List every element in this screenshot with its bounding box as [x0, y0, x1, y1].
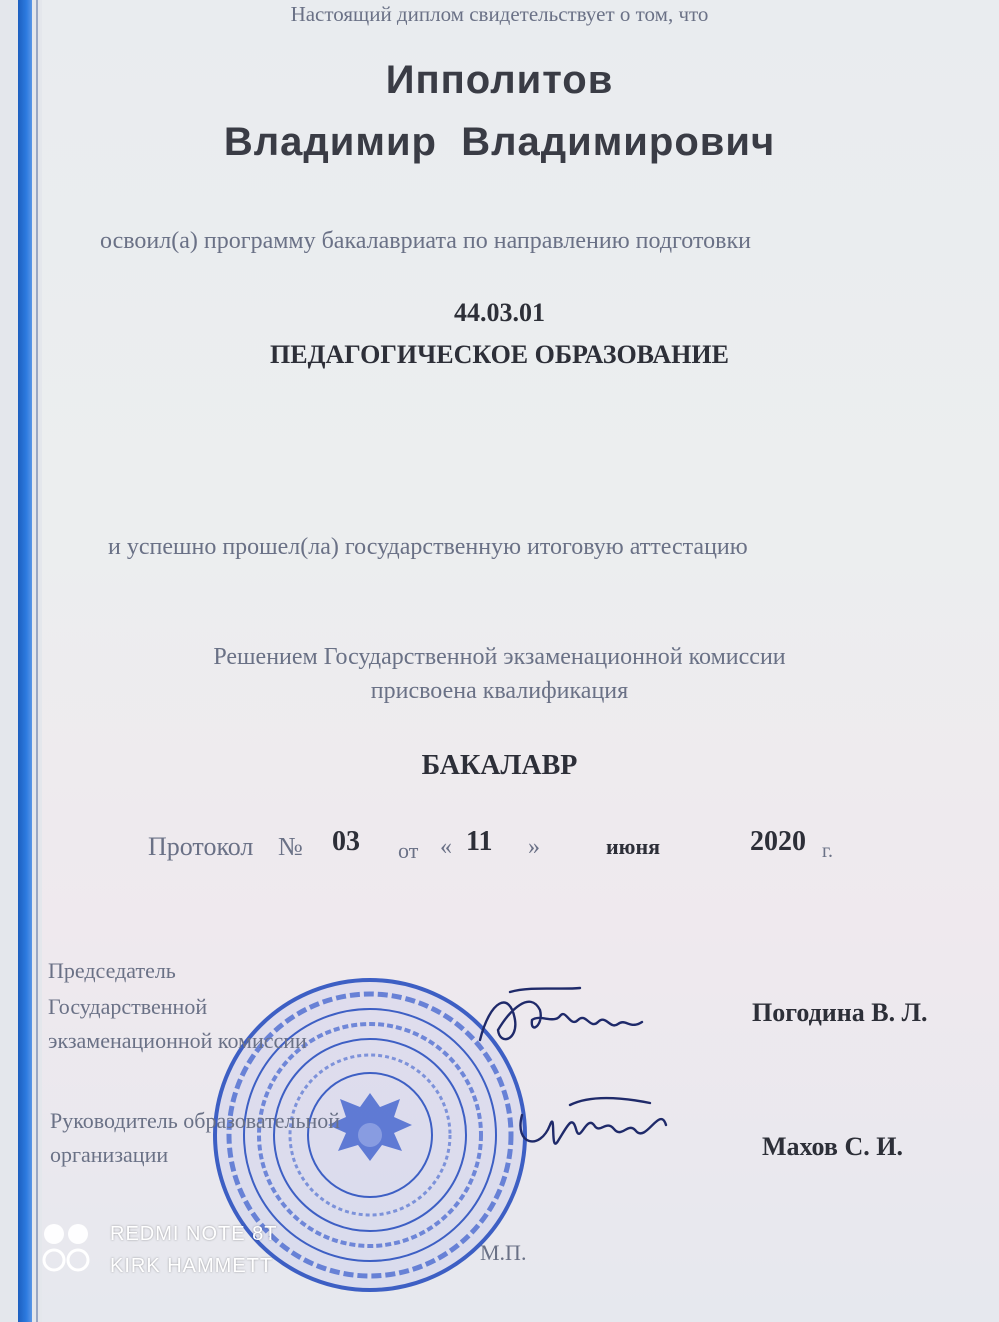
head-title-line-1: Руководитель образовательной [50, 1108, 341, 1133]
protocol-quote-open: « [440, 834, 452, 860]
protocol-day: 11 [466, 826, 493, 857]
surname: Ипполитов [385, 58, 614, 102]
chair-title-line-3: экзаменационной комиссии [48, 1028, 307, 1053]
camera-watermark [110, 1218, 277, 1282]
chair-title-line-1: Председатель [48, 958, 176, 983]
protocol-month: июня [606, 834, 661, 859]
protocol-label: Протокол [148, 832, 254, 861]
protocol-year-suffix: г. [822, 840, 833, 862]
watermark-line-1: REDMI NOTE 8T [110, 1223, 278, 1245]
attestation-line: и успешно прошел(ла) государственную итоговую аттестацию [108, 534, 748, 560]
head-name: Махов С. И. [762, 1132, 903, 1161]
chair-signature [470, 980, 660, 1060]
chair-title-line-2: Государственной [48, 994, 208, 1019]
chair-name: Погодина В. Л. [752, 998, 928, 1027]
header-line: Настоящий диплом свидетельствует о том, что [290, 2, 709, 26]
watermark-line-2: KIRK HAMMETT [110, 1255, 274, 1277]
program-name: ПЕДАГОГИЧЕСКОЕ ОБРАЗОВАНИЕ [270, 340, 729, 369]
decision-line-1: Решением Государственной экзаменационной комиссии [213, 644, 786, 670]
protocol-from: от [398, 838, 419, 863]
seal-place-label: М.П. [480, 1240, 527, 1265]
protocol-quote-close: » [528, 834, 540, 860]
protocol-no-sign: № [278, 832, 303, 861]
head-signature [510, 1085, 680, 1165]
decision-line-2: присвоена квалификация [370, 678, 629, 704]
camera-watermark-icon [38, 1220, 98, 1280]
program-line: освоил(а) программу бакалавриата по направлению подготовки [100, 228, 751, 254]
protocol-number: 03 [332, 826, 360, 857]
protocol-year: 2020 [750, 826, 806, 857]
program-code: 44.03.01 [454, 298, 545, 327]
qualification: БАКАЛАВР [421, 750, 578, 781]
head-title-line-2: организации [50, 1142, 169, 1167]
given-names: Владимир Владимирович [223, 120, 776, 164]
